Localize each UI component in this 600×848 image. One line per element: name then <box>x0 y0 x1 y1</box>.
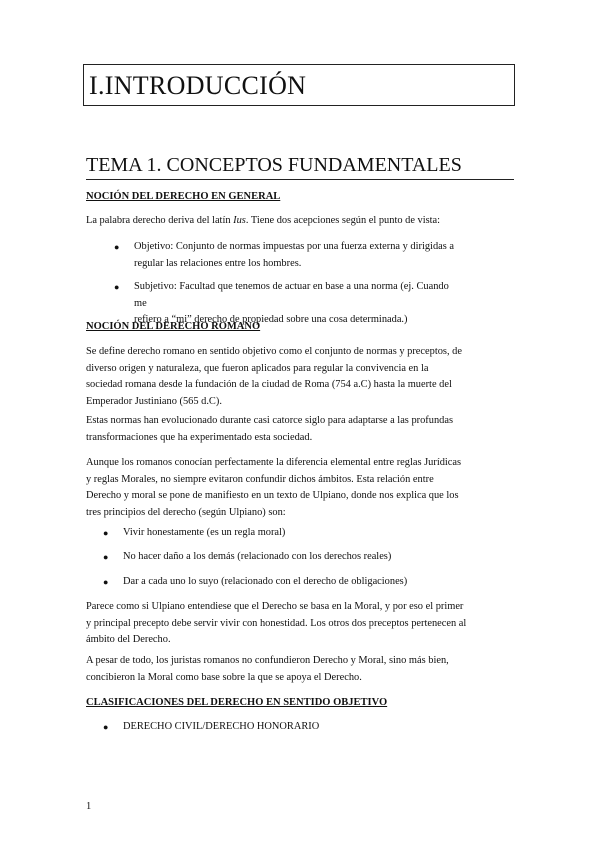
list-item-text: Vivir honestamente (es un regla moral) <box>123 527 286 538</box>
paragraph-line: Estas normas han evolucionado durante casi catorce siglo para adaptarse a las profundas <box>86 415 453 426</box>
paragraph-line: sociedad romana desde la fundación de la ciudad de Roma (754 a.C) hasta la muerte del <box>86 379 452 390</box>
intro-paragraph <box>86 213 516 230</box>
paragraph-line: y principal precepto debe servir vivir con honestidad. Los otros dos preceptos pertenecen al <box>86 617 467 629</box>
intro-term: Ius <box>233 215 246 226</box>
tema-title: TEMA 1. CONCEPTOS FUNDAMENTALES <box>86 154 462 176</box>
paragraph-line: Emperador Justiniano (565 d.C). <box>86 395 222 407</box>
paragraph-line: Derecho y moral se pone de manifiesto en un texto de Ulpiano, donde nos explica que los <box>86 490 459 501</box>
bullet-icon: ● <box>103 528 109 538</box>
list-item-text: No hacer daño a los demás (relacionado con los derechos reales) <box>123 551 392 562</box>
list-item-text: DERECHO CIVIL/DERECHO HONORARIO <box>123 721 320 732</box>
list-item-text <box>134 239 464 272</box>
list-item-line: Subjetivo: Facultad que tenemos de actuar en base a una norma (ej. Cuando me <box>134 281 449 309</box>
paragraph-line: Se define derecho romano en sentido objetivo como el conjunto de normas y preceptos, de <box>86 346 462 357</box>
paragraph-definicion <box>86 344 516 410</box>
paragraph-line: diverso origen y naturaleza, que fueron aplicados para regular la convivencia en la <box>86 362 429 374</box>
bullet-icon: ● <box>103 552 109 562</box>
intro-text-before: La palabra derecho deriva del latín <box>86 215 234 226</box>
bullet-icon: ● <box>103 722 109 732</box>
list-item-line: Objetivo: Conjunto de normas impuestas por una fuerza externa y dirigidas a <box>134 241 455 252</box>
list-item-line: regular las relaciones entre los hombres. <box>134 257 302 269</box>
bullet-icon: ● <box>114 242 120 252</box>
section-heading-nocion-romano: NOCIÓN DEL DERECHO ROMANO <box>86 321 261 332</box>
paragraph-line: Parece como si Ulpiano entendiese que el Derecho se basa en la Moral, y por eso el primer <box>86 601 464 612</box>
section-heading-clasificaciones: CLASIFICACIONES DEL DERECHO EN SENTIDO OBJETIVO <box>86 697 388 708</box>
bullet-icon: ● <box>103 577 109 587</box>
section-heading-nocion-general: NOCIÓN DEL DERECHO EN GENERAL <box>86 191 281 202</box>
paragraph-line: tres principios del derecho (según Ulpiano) son: <box>86 506 286 518</box>
paragraph-line: ámbito del Derecho. <box>86 634 171 645</box>
paragraph-moral <box>86 599 516 649</box>
tema-title-rule <box>86 179 514 180</box>
intro-text-after: . Tiene dos acepciones según el punto de vista: <box>245 215 441 226</box>
paragraph-line: Aunque los romanos conocían perfectamente la diferencia elemental entre reglas Jurídicas <box>86 457 462 468</box>
list-item-text: Dar a cada uno lo suyo (relacionado con el derecho de obligaciones) <box>123 576 408 587</box>
paragraph-line: y reglas Morales, no siempre evitaron confundir dichos ámbitos. Esta relación entre <box>86 473 434 485</box>
list-item-line: refiero a “mi” derecho de propiedad sobre una cosa determinada.) <box>134 314 408 325</box>
paragraph-line: A pesar de todo, los juristas romanos no confundieron Derecho y Moral, sino más bien, <box>86 655 449 666</box>
part-title: I.INTRODUCCIÓN <box>89 71 307 100</box>
paragraph-line: concibieron la Moral como base sobre la que se apoya el Derecho. <box>86 671 362 683</box>
part-title-box <box>83 64 515 106</box>
paragraph-ulpiano <box>86 455 516 521</box>
paragraph-line: transformaciones que ha experimentado esta sociedad. <box>86 431 313 443</box>
bullet-icon: ● <box>114 282 120 292</box>
paragraph-pesar <box>86 653 516 686</box>
page-number: 1 <box>86 801 92 812</box>
paragraph-evolucion <box>86 413 516 446</box>
